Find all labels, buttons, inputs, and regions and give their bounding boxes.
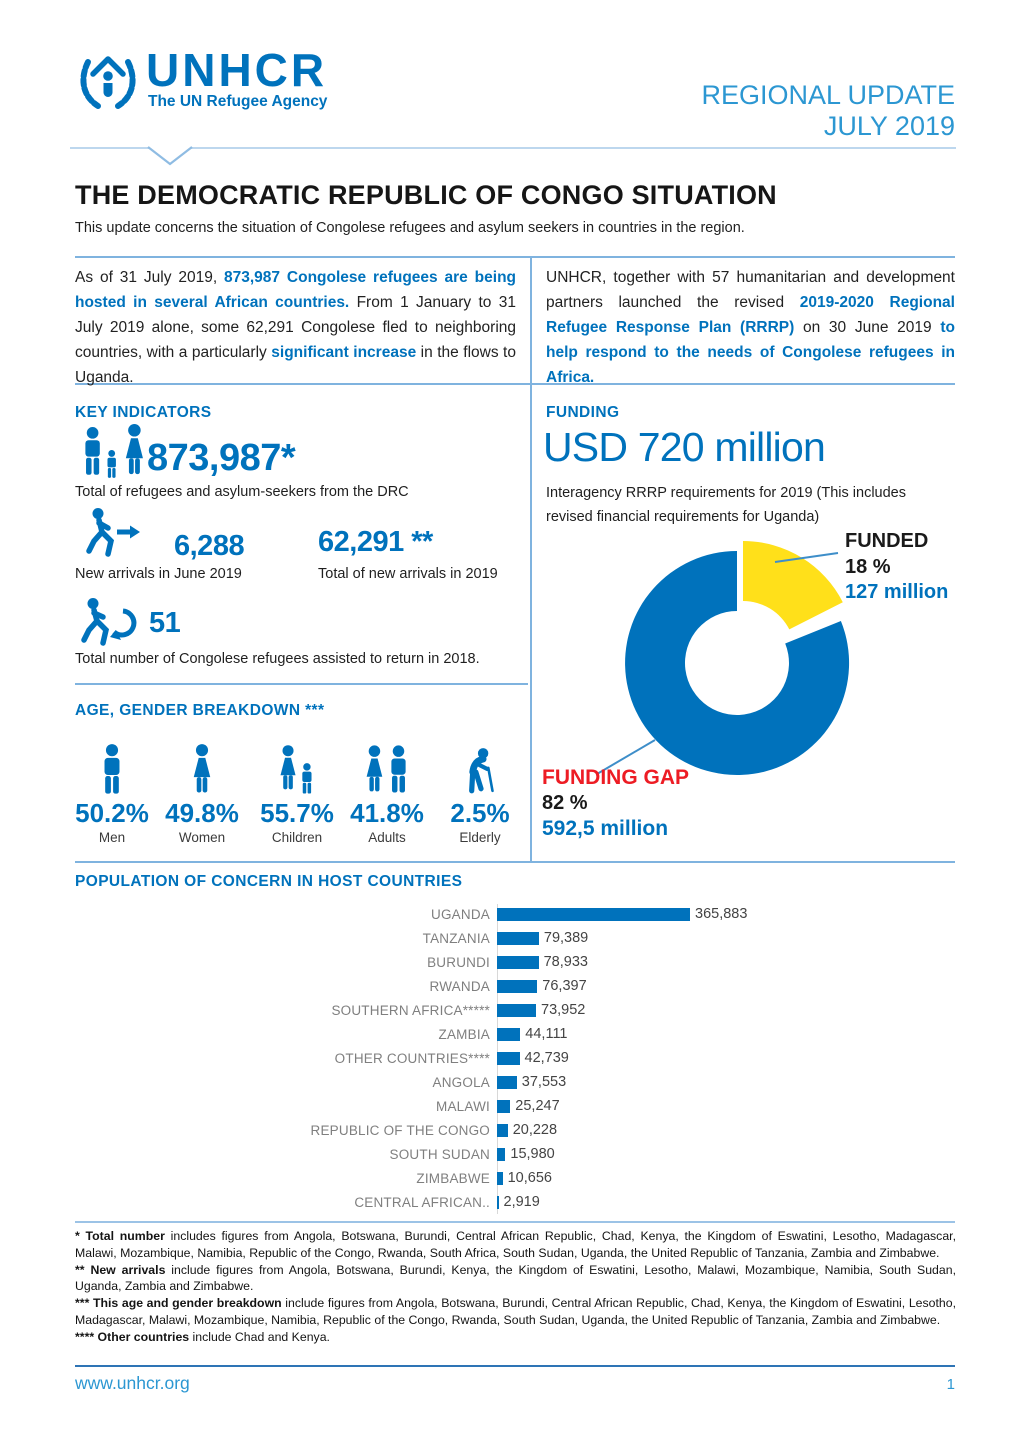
footnote-text: include figures from Angola, Botswana, Burundi, Central African Republic, Chad, Kenya, the Kingdom of Eswatini, Lesotho, Madagascar, Malawi, Mozambique, Namibia, Republic of the Congo, Rwanda, South Sudan, Uganda, the United Republic of Tanzania, Zambia and Zimbabwe. [75,1296,956,1327]
footnote [75,1295,956,1329]
funding-gap-amount: 592,5 million [542,817,669,840]
adults-icon [364,744,410,796]
bar-value-label: 73,952 [541,1002,586,1018]
footnotes [75,1228,956,1346]
page-number: 1 [946,1376,955,1393]
summary-highlight: 2019-2020 Regional Refugee Response Plan (RRRP) [546,293,955,336]
arrivals-year-value: 62,291 ** [318,526,433,558]
summary-right-paragraph [546,265,955,391]
man-icon [101,744,123,796]
bar [497,1076,517,1089]
bar-row [75,1166,955,1190]
woman-icon [191,744,213,796]
bar-value-label: 365,883 [695,906,748,922]
bar-row [75,1022,955,1046]
returnee-icon [79,597,141,651]
bar [497,1052,520,1065]
bar [497,980,537,993]
document-heading [701,80,955,142]
bar-value-label: 25,247 [515,1098,560,1114]
summary-highlight: significant increase [271,344,417,362]
age-gender-heading: AGE, GENDER BREAKDOWN *** [75,702,325,719]
unhcr-emblem-icon [76,46,140,114]
bar-value-label: 78,933 [543,954,588,970]
bar-category-label: MALAWI [436,1098,490,1114]
bar-row [75,1190,955,1214]
men-percent: 50.2% [75,798,149,828]
children-icon [278,744,316,796]
adults-percent: 41.8% [350,798,424,828]
bar [497,1004,536,1017]
summary-text: UNHCR, together with 57 humanitarian and development partners launched the revised [546,268,955,311]
footnote-lead: ** New arrivals [75,1262,166,1277]
key-indicators-heading: KEY INDICATORS [75,404,212,421]
arrivals-year-caption: Total of new arrivals in 2019 [318,566,498,582]
children-label: Children [271,830,323,845]
bar-value-label: 37,553 [521,1074,567,1090]
bar-category-label: REPUBLIC OF THE CONGO [310,1122,490,1138]
bar [497,1172,503,1185]
summary-text: on 30 June 2019 [794,318,941,336]
bar-row [75,1046,955,1070]
funded-amount: 127 million [845,581,949,603]
bar-category-label: SOUTHERN AFRICA***** [331,1002,490,1018]
men-label: Men [98,830,126,845]
bar [497,1196,499,1209]
footnote-text: include Chad and Kenya. [189,1329,330,1344]
funding-requirements-amount: USD 720 million [543,424,825,470]
bar-row [75,926,955,950]
funding-requirements-caption: Interagency RRRP requirements for 2019 (This includes revised financial requirements for Uganda) [546,485,906,525]
women-percent: 49.8% [165,798,239,828]
bar-row [75,998,955,1022]
intro-text: This update concerns the situation of Congolese refugees and asylum seekers in countries in the region. [75,220,745,236]
bar-row [75,950,955,974]
elderly-icon [465,744,495,796]
elderly-label: Elderly [459,830,501,845]
bar-row [75,1142,955,1166]
bar-row [75,1070,955,1094]
footnote-lead: * Total number [75,1229,165,1243]
bar-value-label: 76,397 [542,978,587,994]
funding-gap-percent: 82 % [542,792,588,814]
age-group-elderly [425,738,535,845]
bar [497,932,539,945]
chevron-down-icon [146,146,194,170]
bar-category-label: OTHER COUNTRIES**** [334,1050,490,1066]
total-refugees-value: 873,987* [147,437,296,479]
bar-value-label: 79,389 [543,930,589,946]
bar-value-label: 10,656 [507,1170,552,1186]
footnote-text: include figures from Angola, Botswana, Burundi, Kenya, the Kingdom of Eswatini, Lesotho, Malawi, Mozambique, Namibia, South Sudan, Uganda, Zambia and Zimbabwe. [75,1262,956,1294]
adults-label: Adults [368,830,406,845]
bar-value-label: 42,739 [524,1050,569,1066]
funding-gap-label: FUNDING GAP [542,766,689,789]
chart-rows [75,902,955,1214]
bar-category-label: UGANDA [431,906,490,922]
bar [497,1124,508,1137]
bar [497,908,690,921]
footnote-lead: *** This age and gender breakdown [75,1296,282,1311]
summary-left-paragraph [75,265,516,391]
bar [497,956,539,969]
population-heading: POPULATION OF CONCERN IN HOST COUNTRIES [75,873,463,890]
returns-value: 51 [149,607,181,639]
funded-label: FUNDED [845,530,929,552]
women-label: Women [178,830,226,845]
doc-date: JULY 2019 [823,111,955,141]
footer-url-link[interactable]: www.unhcr.org [75,1373,190,1393]
doc-type: REGIONAL UPDATE [701,80,955,110]
footnote [75,1228,956,1262]
bar-category-label: CENTRAL AFRICAN.. [354,1194,490,1210]
footnote [75,1262,956,1296]
children-percent: 55.7% [260,798,334,828]
bar-category-label: TANZANIA [422,930,490,946]
left-column-divider [75,683,528,685]
total-refugees-caption: Total of refugees and asylum-seekers from the DRC [75,484,409,500]
logo-wordmark: UNHCR [146,44,328,96]
funded-percent: 18 % [845,556,891,578]
bar-category-label: ZIMBABWE [416,1170,490,1186]
arrivals-month-value: 6,288 [174,530,245,562]
bar-row [75,1118,955,1142]
bar-category-label: ANGOLA [432,1074,490,1090]
footnote-lead: **** Other countries [75,1329,190,1344]
bar-category-label: SOUTH SUDAN [389,1146,490,1162]
bar-category-label: ZAMBIA [438,1026,490,1042]
footnote-text: includes figures from Angola, Botswana, Burundi, Central African Republic, Chad, Kenya, the Kingdom of Eswatini, Lesotho, Madagascar, Malawi, Mozambique, Namibia, Republic of the Congo, Rwanda, South Africa, South Sudan, Uganda, the United Republic of Tanzania, Zambia and Zimbabwe. [75,1229,957,1260]
footer-divider [75,1365,955,1367]
elderly-percent: 2.5% [450,798,510,828]
logo-tagline: The UN Refugee Agency [148,93,328,110]
arrivals-month-caption: New arrivals in June 2019 [75,566,242,582]
summary-text: As of 31 July 2019, [75,268,225,286]
summary-text: From 1 January to 31 July 2019 alone, some 62,291 Congolese fled to neighboring countries, with a particularly [75,293,516,362]
bar [497,1100,510,1113]
population-bar-chart [75,902,955,1217]
bar-value-label: 44,111 [525,1026,568,1042]
new-arrivals-icon [84,507,142,565]
bar-value-label: 2,919 [503,1194,540,1210]
funding-heading: FUNDING [546,404,620,421]
summary-highlight: to help respond to the needs of Congolese refugees in Africa. [546,318,955,387]
bar-row [75,1094,955,1118]
summary-text: in the flows to Uganda. [75,344,516,387]
family-icon [82,424,148,482]
bar-value-label: 20,228 [512,1122,558,1138]
bar-category-label: BURUNDI [427,954,490,970]
page-title: THE DEMOCRATIC REPUBLIC OF CONGO SITUATION [75,180,777,210]
header-divider [70,147,956,149]
bar [497,1028,520,1041]
bar-value-label: 15,980 [510,1146,555,1162]
footnote-divider [75,1221,955,1223]
bar [497,1148,505,1161]
returns-caption: Total number of Congolese refugees assisted to return in 2018. [75,651,480,667]
age-group-women [147,738,257,845]
bar-row [75,902,955,926]
bar-category-label: RWANDA [429,978,490,994]
summary-highlight: 873,987 Congolese refugees are being hosted in several African countries. [75,268,517,311]
bar-row [75,974,955,998]
summary-top-divider [75,256,955,258]
section-divider [75,861,955,863]
footnote [75,1329,956,1346]
